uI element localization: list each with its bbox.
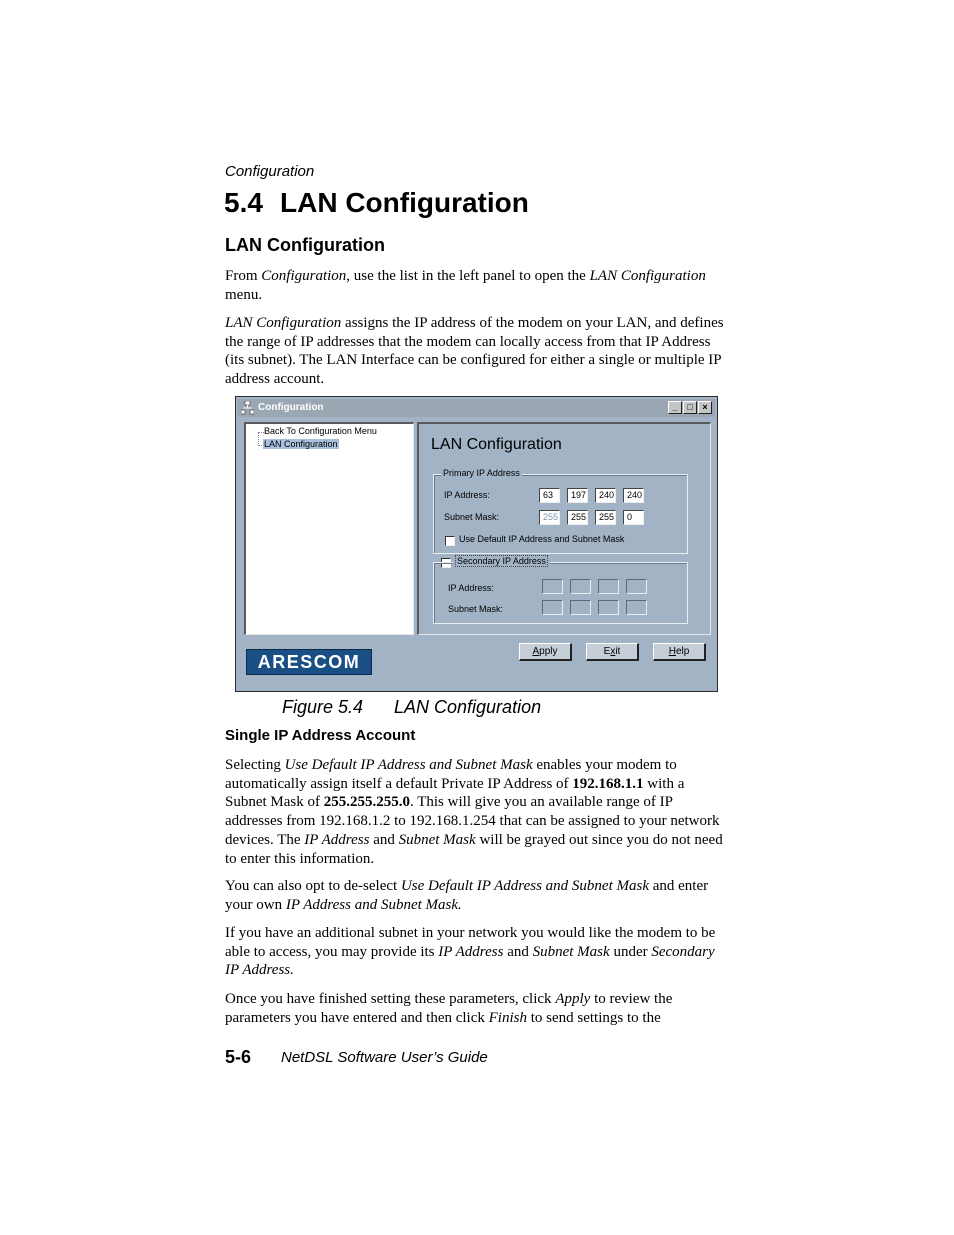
primary-mask-octet-2[interactable]: 255 (567, 510, 588, 525)
exit-button[interactable]: Exit (586, 643, 639, 661)
tree-item-lan-configuration[interactable]: LAN Configuration (264, 439, 338, 449)
paragraph-deselect: You can also opt to de-select Use Default IP Address and Subnet Mask and enter your own IP Address and Subnet Mask. (225, 878, 709, 913)
subheading: LAN Configuration (225, 235, 385, 255)
config-tree-panel (244, 422, 414, 635)
secondary-mask-octet-3[interactable] (598, 600, 619, 615)
secondary-ip-group (433, 556, 688, 624)
configuration-window (235, 396, 718, 692)
secondary-mask-octet-4[interactable] (626, 600, 647, 615)
paragraph-apply: Once you have finished setting these parameters, click Apply to review the parameters you have entered and then click Finish to send settings to the (225, 991, 673, 1026)
tree-connector (258, 432, 259, 446)
secondary-ip-octet-1[interactable] (542, 579, 563, 594)
secondary-group-label: Secondary IP Address (453, 556, 550, 566)
primary-mask-octet-4[interactable]: 0 (623, 510, 644, 525)
subheading-single-ip: Single IP Address Account (225, 727, 416, 744)
primary-ip-octet-1[interactable]: 63 (539, 488, 560, 503)
footer-title: NetDSL Software User’s Guide (281, 1049, 488, 1066)
secondary-mask-octet-1[interactable] (542, 600, 563, 615)
primary-mask-label: Subnet Mask: (444, 512, 500, 522)
network-tree-icon (241, 401, 254, 415)
maximize-button[interactable]: □ (683, 401, 697, 414)
running-header: Configuration (225, 163, 315, 180)
footer-page-number: 5-6 (225, 1047, 252, 1067)
help-button[interactable]: Help (653, 643, 706, 661)
lan-config-panel (417, 422, 711, 635)
secondary-ip-octet-4[interactable] (626, 579, 647, 594)
minimize-button[interactable]: _ (668, 401, 682, 414)
primary-mask-octet-3[interactable]: 255 (595, 510, 616, 525)
section-title-text: LAN Configuration (280, 187, 529, 218)
section-title (224, 187, 529, 219)
use-default-label: Use Default IP Address and Subnet Mask (459, 534, 625, 544)
arescom-logo: ARESCOM (246, 649, 372, 675)
close-button[interactable]: × (698, 401, 712, 414)
paragraph-secondary: If you have an additional subnet in your network you would like the modem to be able to access, you may provide its IP Address and Subnet Mask under Secondary IP Address. (225, 925, 716, 979)
secondary-ip-octet-3[interactable] (598, 579, 619, 594)
primary-group-label: Primary IP Address (443, 468, 520, 478)
window-title: Configuration (258, 402, 324, 413)
paragraph-single-ip: Selecting Use Default IP Address and Subnet Mask enables your modem to automatically assign itself a default Private IP Address of 192.168.1.1 with a Subnet Mask of 255.255.255.0. This will give you an available range of IP addresses from 192.168.1.2 to 192.168.1.254 that can be assigned to your network devices. The IP Address and Subnet Mask will be grayed out since you do not need to enter this information. (225, 757, 723, 867)
secondary-mask-label: Subnet Mask: (448, 604, 504, 614)
window-titlebar (238, 399, 715, 417)
figure-caption-text: LAN Configuration (394, 697, 542, 717)
use-default-checkbox[interactable] (445, 536, 455, 546)
paragraph-intro: From Configuration, use the list in the left panel to open the LAN Configuration menu. (225, 268, 706, 303)
figure-number: Figure 5.4 (282, 697, 364, 717)
primary-ip-octet-4[interactable]: 240 (623, 488, 644, 503)
secondary-ip-label: IP Address: (448, 583, 494, 593)
paragraph-description: LAN Configuration assigns the IP address of the modem on your LAN, and defines the range of IP addresses that the modem can locally access from that IP Address (its subnet). The LAN Interface can be configured for either a single or multiple IP address account. (225, 315, 724, 388)
primary-ip-label: IP Address: (444, 490, 490, 500)
apply-button[interactable]: Apply (519, 643, 572, 661)
primary-ip-group (433, 468, 688, 554)
secondary-mask-octet-2[interactable] (570, 600, 591, 615)
primary-mask-octet-1[interactable]: 255 (539, 510, 560, 525)
section-number: 5.4 (224, 187, 263, 218)
tree-item-back[interactable]: Back To Configuration Menu (264, 426, 377, 436)
primary-ip-octet-2[interactable]: 197 (567, 488, 588, 503)
figure-caption (282, 697, 541, 718)
panel-title: LAN Configuration (431, 436, 562, 453)
secondary-ip-octet-2[interactable] (570, 579, 591, 594)
primary-ip-octet-3[interactable]: 240 (595, 488, 616, 503)
